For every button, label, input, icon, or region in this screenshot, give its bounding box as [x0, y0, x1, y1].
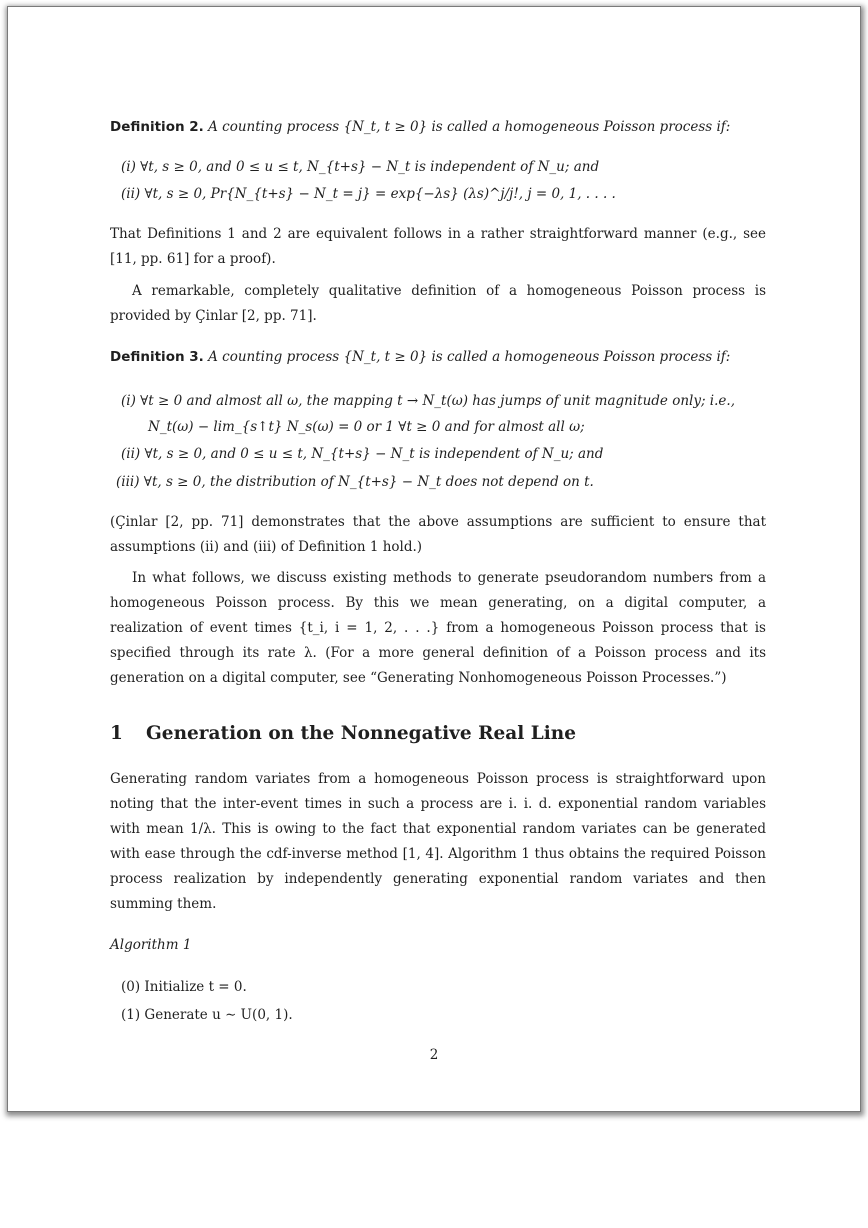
definition-2: [110, 117, 766, 137]
definition-3-label: Definition 3.: [110, 349, 204, 365]
paragraph-equivalence: [110, 222, 766, 272]
item-number: (i): [121, 393, 136, 409]
paragraph-text: In what follows, we discuss existing methods to generate pseudorandom numbers from a homogeneous Poisson process. By this we mean generating, on a digital computer, a realization of event times {t_i, i = 1, 2, . . .} from a homogeneous Poisson process that is specified through its rate λ. (For a more general definition of a Poisson process and its generation on a digital computer, see “Generating Nonhomogeneous Poisson Processes.”): [110, 570, 766, 686]
paragraph-text: Generating random variates from a homogeneous Poisson process is straightforward upon noting that the inter-event times in such a process are i. i. d. exponential random variables with mean 1/λ. This is owing to the fact that exponential random variates can be generated with ease through the cdf-inverse method [1, 4]. Algorithm 1 thus obtains the required Poisson process realization by independently generating exponential random variates and then summing them.: [110, 771, 766, 912]
item-number: (ii): [121, 446, 141, 462]
definition-3-item-i-continuation: N_t(ω) − lim_{s↑t} N_s(ω) = 0 or 1 ∀t ≥ 0 and for almost all ω;: [148, 419, 585, 435]
algorithm-title: Algorithm 1: [110, 937, 192, 953]
section-heading: [110, 723, 576, 744]
paragraph-remarkable: [110, 279, 766, 329]
section-number: 1: [110, 723, 123, 744]
item-number: (ii): [121, 186, 141, 202]
step-number: (0): [121, 979, 141, 995]
definition-3-item-iii: [116, 472, 594, 492]
algorithm-step-0: [121, 977, 247, 997]
paragraph-text: That Definitions 1 and 2 are equivalent follows in a rather straightforward manner (e.g., see [11, pp. 61] for a proof).: [110, 226, 766, 267]
definition-2-item-ii: [121, 184, 616, 204]
item-text: ∀t ≥ 0 and almost all ω, the mapping t → N_t(ω) has jumps of unit magnitude only; i.e.,: [140, 393, 735, 409]
definition-3-statement: A counting process {N_t, t ≥ 0} is called a homogeneous Poisson process if:: [208, 349, 731, 365]
item-number: (i): [121, 159, 136, 175]
page-number: 2: [429, 1047, 439, 1063]
item-text: ∀t, s ≥ 0, Pr{N_{t+s} − N_t = j} = exp{−λs} (λs)^j/j!, j = 0, 1, . . . .: [144, 186, 616, 202]
step-number: (1): [121, 1007, 141, 1023]
paragraph-text: A remarkable, completely qualitative definition of a homogeneous Poisson process is provided by Çinlar [2, pp. 71].: [110, 283, 766, 324]
paragraph-in-what-follows: [110, 566, 766, 691]
definition-2-item-i: [121, 157, 599, 177]
paragraph-cinlar: [110, 510, 766, 560]
definition-2-label: Definition 2.: [110, 119, 204, 135]
paper-page: [7, 6, 861, 1112]
item-text: ∀t, s ≥ 0, and 0 ≤ u ≤ t, N_{t+s} − N_t is independent of N_u; and: [144, 446, 604, 462]
step-text: Initialize t = 0.: [144, 979, 247, 995]
definition-3-item-ii: [121, 444, 603, 464]
definition-2-statement: A counting process {N_t, t ≥ 0} is called a homogeneous Poisson process if:: [208, 119, 731, 135]
item-number: (iii): [116, 474, 140, 490]
definition-3-item-i: [121, 391, 767, 411]
paragraph-generating: [110, 767, 766, 917]
item-text: ∀t, s ≥ 0, and 0 ≤ u ≤ t, N_{t+s} − N_t is independent of N_u; and: [140, 159, 600, 175]
algorithm-step-1: [121, 1005, 293, 1025]
step-text: Generate u ∼ U(0, 1).: [144, 1007, 293, 1023]
paragraph-text: (Çinlar [2, pp. 71] demonstrates that the above assumptions are sufficient to ensure that assumptions (ii) and (iii) of Definition 1 hold.): [110, 514, 766, 555]
definition-3: [110, 347, 766, 367]
item-text: ∀t, s ≥ 0, the distribution of N_{t+s} − N_t does not depend on t.: [143, 474, 594, 490]
section-title: Generation on the Nonnegative Real Line: [146, 723, 576, 744]
